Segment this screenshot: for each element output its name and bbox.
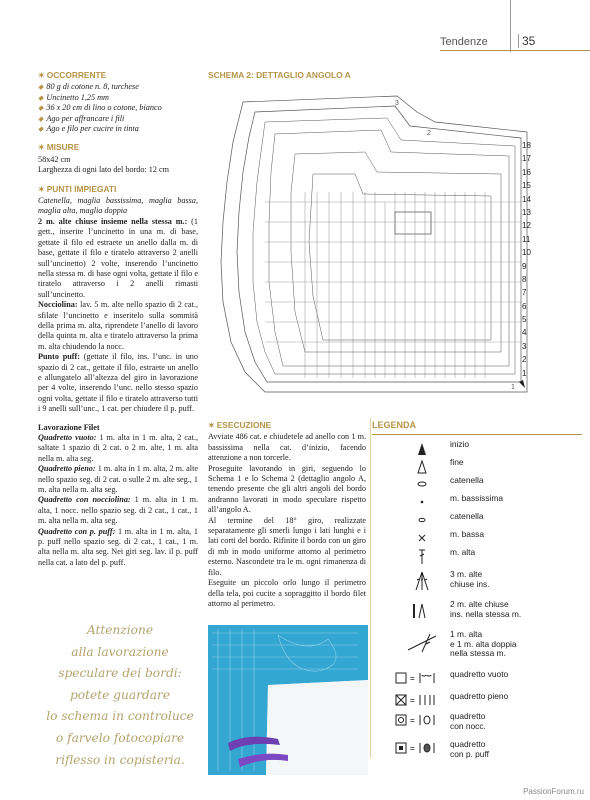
legend-item: catenella — [372, 512, 582, 532]
esecuzione-heading: ✶ ESECUZIONE — [208, 420, 272, 430]
dc-and-tr-icon — [402, 630, 442, 662]
misure-heading: ✶ MISURE — [38, 142, 80, 153]
esecuzione-column — [208, 420, 366, 609]
filet-paragraph: Quadretto con p. puff: 1 m. alta in 1 m. alta, 1 p. puff nello spazio seg. di 2 cat., 1 cat., 1 m. alta nella m. alta seg. Nei giri seg. lav. il p. puff nella cat. a lato del p. puff. — [38, 526, 198, 567]
legend-item: m. bassissima — [372, 494, 582, 514]
legend-item: inizio — [372, 440, 582, 460]
finished-work-photo — [208, 625, 368, 775]
diamond-bullet-icon: ◆ — [38, 114, 44, 123]
list-item: ◆ 36 x 20 cm di lino o cotone, bianco — [38, 103, 162, 113]
end-triangle-icon — [402, 458, 442, 478]
page-number: 35 — [518, 34, 535, 48]
star-icon: ✶ — [208, 421, 215, 430]
occorrente-heading: ✶ OCCORRENTE — [38, 70, 107, 80]
list-item: ◆ 80 g di cotone n. 8, turchese — [38, 82, 139, 92]
bobble-square-icon — [392, 712, 452, 732]
legend-panel — [372, 420, 582, 759]
schema-title: SCHEMA 2: DETTAGLIO ANGOLO A — [208, 70, 351, 80]
star-icon: ✶ — [38, 184, 45, 194]
legend-item: m. alta — [372, 548, 582, 568]
page-fold-line — [510, 0, 511, 52]
svg-text:=: = — [410, 716, 415, 725]
slip-stitch-dot-icon — [402, 494, 442, 514]
legend-item: = quadretto con p. puff — [372, 740, 582, 762]
empty-square-icon — [392, 670, 452, 690]
puff-square-icon — [392, 740, 452, 760]
size-text: 58x42 cm — [38, 154, 71, 164]
two-dc-same-stitch-icon — [402, 600, 442, 624]
page-header — [0, 0, 590, 52]
stitch-paragraph: 2 m. alte chiuse insieme nella stessa m.: (1 gett., inserite l’uncinetto in una m. di base, gettate il filo ed estraete un anello dalla m. di base, gettate il filo e tiratelo attraverso 2 anelli sull’uncinetto) 2 volte, inserendo l’uncinetto nella stessa m. di base ogni volta, gettate il filo e tiratelo attraverso i 2 anelli rimasti sull’uncinetto. — [38, 216, 199, 299]
three-dc-closed-icon — [402, 570, 442, 594]
list-item: ◆ Ago per affrancare i fili — [38, 113, 125, 123]
legend-item: fine — [372, 458, 582, 478]
border-width-text: Larghezza di ogni lato del bordo: 12 cm — [38, 165, 170, 175]
filet-paragraph: Quadretto con nocciolina: 1 m. alta in 1 m. alta, 1 nocc. nello spazio seg. di 2 cat., 1 cat., 1 m. alta nella m. alta seg. — [38, 495, 198, 526]
chart-verticals — [305, 192, 485, 378]
chart-grid — [221, 96, 527, 392]
chart-round-mark: 1 — [511, 384, 515, 391]
star-icon: ✶ — [38, 143, 45, 153]
instruction-paragraph: Proseguite lavorando in giri, seguendo lo Schema 1 e lo Schema 2 (dettaglio angolo A, tenendo presente che gli altri angoli del bordo andranno lavorati in modo speculare rispetto all’angolo A. — [208, 463, 366, 515]
list-item: ◆ Ago e filo per cucire in tinta — [38, 124, 139, 134]
instruction-paragraph: Al termine del 18° giro, realizzate separatamente gli smerli lungo i lati lunghi e i lati corti del bordo. Rifinite il bordo con un giro di mb in modo uniforme attorno al perimetro esterno. Nascondete tra le m. ogni rimanenza di filo. — [208, 515, 366, 577]
diamond-bullet-icon: ◆ — [38, 83, 44, 92]
header-rule — [440, 50, 590, 51]
chain-oval-icon — [402, 476, 442, 496]
instruction-paragraph: Eseguite un piccolo orlo lungo il perimetro della tela, poi cucite a sopraggitto il bordo filet attorno al perimetro. — [208, 578, 366, 608]
stitch-paragraph: Punto puff: (gettate il filo, ins. l’unc. in uno spazio di 2 cat., gettate il filo, estraete un anello e allungatelo all’altezza del giro in lavorazione per 4 volte, inserendo l’unc. nello stesso spazio ogni volta, gettate il filo e tiratelo attraverso tutti i 9 anelli sull’unc., 1 cat. per chiudere il p. puff. — [38, 352, 198, 414]
star-icon: ✶ — [38, 71, 45, 80]
legend-rule — [372, 434, 582, 435]
svg-text:=: = — [410, 674, 415, 683]
filet-paragraph: Quadretto pieno: 1 m. alta in 1 m. alta, 2 m. alte nello spazio seg. di 2 cat. o sulle 2 m. alte seg., 1 m. alta nella m. alta seg. — [38, 464, 198, 495]
attention-note: Attenzione alla lavorazione speculare dei bordi: potete guardare lo schema in controluce o farvelo fotocopiare riflesso in copisteria. — [46, 623, 194, 767]
section-title: Tendenze — [440, 36, 488, 48]
legend-item: = quadretto vuoto — [372, 670, 582, 690]
chart-horizontals — [265, 202, 521, 342]
column-divider — [370, 418, 371, 758]
legend-item: = quadretto con nocc. — [372, 712, 582, 734]
legend-item: 1 m. alta e 1 m. alta doppia nella stessa m. — [372, 630, 582, 662]
list-item: ◆ Uncinetto 1,25 mm — [38, 92, 109, 102]
chart-round-mark: 2 — [427, 130, 431, 137]
chart-round-mark: 3 — [395, 100, 399, 107]
instruction-paragraph: Avviate 486 cat. e chiudetele ad anello con 1 m. bassissima nella cat. d’inizio, facendo attenzione a non torcerle. — [208, 432, 366, 463]
legend-heading: LEGENDA — [372, 420, 417, 430]
left-column — [38, 70, 198, 568]
stitch-list: Catenella, maglia bassissima, maglia bassa, maglia alta, maglia doppia — [38, 196, 198, 216]
chain-small-oval-icon — [402, 512, 442, 532]
chart-row-numbers: 18 17 16 15 14 13 12 11 10 9 8 7 6 5 4 3 2 1 — [522, 141, 531, 378]
filet-paragraph: Quadretto vuoto: 1 m. alta in 1 m. alta, 2 cat., saltate 1 spazio di 2 cat. o 2 m. alte, 1 m. alta nella m. alta seg. — [38, 433, 198, 463]
diamond-bullet-icon: ◆ — [38, 93, 44, 102]
start-triangle-icon — [519, 380, 525, 388]
double-crochet-icon — [402, 548, 442, 568]
stitch-paragraph: Nocciolina: lav. 5 m. alte nello spazio di 2 cat., sfilate l’uncinetto e inseritelo sulla sommità della prima m. alta, riprendete l’anello di lavoro della quinta m. alta e tiratelo attraverso la prima m. alta chiudendo la nocc. — [38, 300, 198, 351]
legend-item: m. bassa — [372, 530, 582, 550]
svg-text:=: = — [410, 696, 415, 705]
legend-item: 2 m. alte chiuse ins. nella stessa m. — [372, 600, 582, 624]
legend-item: 3 m. alte chiuse ins. — [372, 570, 582, 594]
svg-text:=: = — [410, 744, 415, 753]
filet-heading: Lavorazione Filet — [38, 422, 100, 432]
start-triangle-icon — [402, 440, 442, 460]
legend-item: catenella — [372, 476, 582, 496]
diamond-bullet-icon: ◆ — [38, 104, 44, 113]
watermark-site: PassionForum.ru — [523, 787, 584, 796]
full-square-icon — [392, 692, 452, 712]
single-crochet-x-icon — [402, 530, 442, 550]
punti-heading: ✶ PUNTI IMPIEGATI — [38, 183, 117, 194]
diamond-bullet-icon: ◆ — [38, 125, 44, 134]
legend-item: = quadretto pieno — [372, 692, 582, 712]
crochet-chart — [205, 82, 545, 400]
